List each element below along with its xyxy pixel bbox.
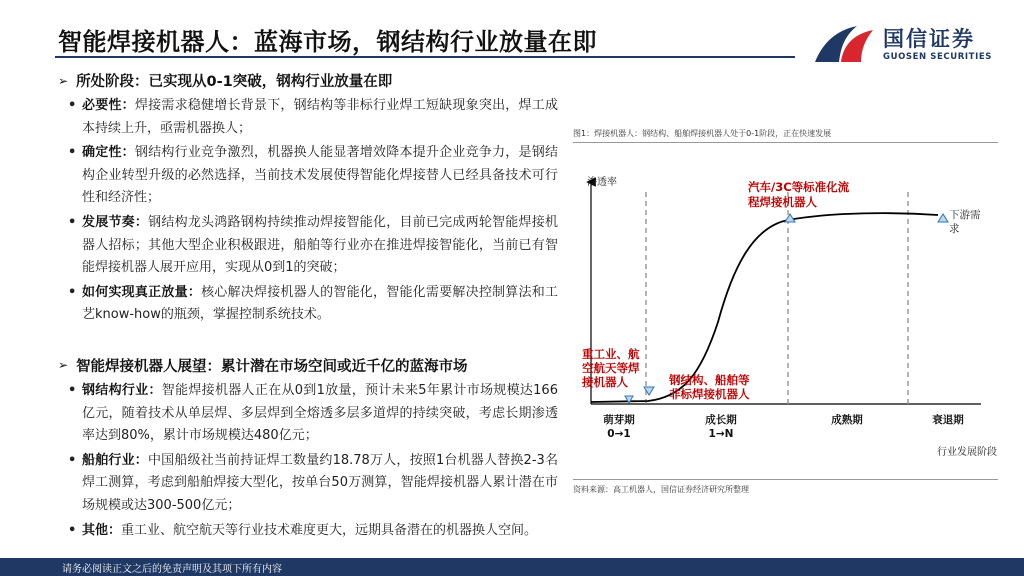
section-heading-text: 所处阶段：已实现从0-1突破，钢构行业放量在即 (76, 74, 393, 90)
bullet-label: 钢结构行业： (82, 382, 162, 398)
bullet-dot-icon: • (68, 214, 77, 230)
arrow-bullet-icon: ➢ (58, 73, 69, 88)
stage-sub-embryonic: 0→1 (607, 428, 631, 440)
section-heading-text: 智能焊接机器人展望：累计潜在市场空间或近千亿的蓝海市场 (76, 358, 468, 375)
x-axis-label: 行业发展阶段 (937, 447, 997, 458)
page-title: 智能焊接机器人：蓝海市场，钢结构行业放量在即 (58, 28, 597, 56)
list-item (58, 142, 558, 210)
stage-marker-downstream (938, 214, 948, 222)
list-item (58, 95, 558, 140)
stage-label-decline: 衰退期 (932, 414, 964, 426)
bullet-dot-icon: • (68, 98, 77, 113)
figure-source: 资料来源：高工机器人，国信证券经济研究所整理 (573, 485, 749, 494)
footer-disclaimer: 请务必阅读正文之后的免责声明及其项下所有内容 (62, 564, 282, 575)
bullet-label: 如何实现真正放量： (82, 284, 202, 300)
logo-chinese-name: 国信证券 (883, 27, 975, 51)
bullet-text: 钢结构龙头鸿路钢构持续推动焊接智能化，目前已完成两轮智能焊接机器人招标；其他大型企业积极跟进，船舶等行业亦在推进焊接智能化，当前已有智能焊接机器人展开应用，实现从0到1的突破； (82, 214, 558, 276)
stage-label-growth: 成长期 (705, 414, 737, 426)
list-item (58, 450, 558, 518)
stage-label-mature: 成熟期 (831, 414, 863, 426)
logo-english-name: GUOSEN SECURITIES (883, 52, 992, 62)
bullet-text: 焊接需求稳健增长背景下，钢结构等非标行业焊工短缺现象突出，焊工成本持续上升，亟需机器换人； (82, 98, 558, 136)
bullet-dot-icon: • (68, 452, 77, 468)
company-logo (813, 20, 1003, 66)
section-heading-stage (58, 70, 558, 91)
list-item (58, 212, 558, 280)
section-heading-outlook (58, 355, 558, 376)
annotation-heavy-industry: 重工业、航 空航天等焊 接机器人 (582, 347, 640, 389)
bullet-text: 核心解决焊接机器人的智能化，智能化需要解决控制算法和工艺know-how的瓶颈，掌握控制系统技术。 (82, 284, 558, 323)
bullet-label: 发展节奏： (82, 214, 149, 230)
lifecycle-diagram (573, 152, 1003, 472)
bullet-dot-icon: • (68, 522, 77, 538)
bullet-text: 重工业、航空航天等行业技术难度更大，远期具备潜在的机器换人空间。 (121, 522, 538, 538)
title-underline (55, 56, 795, 58)
left-text-column (58, 70, 558, 542)
figure-bottom-rule (573, 479, 998, 480)
arrow-bullet-icon: ➢ (58, 358, 69, 373)
figure-top-rule (573, 142, 998, 143)
bullet-dot-icon: • (68, 284, 77, 300)
stage-sub-growth: 1→N (708, 428, 734, 440)
annotation-auto-3c: 汽车/3C等标准化流 程焊接机器人 (748, 180, 850, 209)
bullet-label: 船舶行业： (82, 452, 148, 468)
bullet-dot-icon: • (68, 145, 77, 161)
stage-label-embryonic: 萌芽期 (603, 414, 635, 426)
list-item (58, 380, 558, 448)
annotation-steel-shipbuilding: 钢结构、船舶等 非标焊接机器人 (669, 373, 750, 401)
bullet-text: 智能焊接机器人正在从0到1放量，预计未来5年累计市场规模达166亿元，随着技术从单层焊、多层焊到全熔透多层多道焊的持续突破，考虑长期渗透率达到80%，累计市场规模达480亿元； (82, 382, 558, 444)
list-item (58, 282, 558, 327)
bullet-label: 确定性： (82, 145, 135, 161)
bullet-label: 其他： (82, 522, 122, 538)
figure-caption: 图1：焊接机器人：钢结构、船舶焊接机器人处于0-1阶段，正在快速发展 (573, 129, 832, 138)
annotation-downstream-demand: 下游需 求 (949, 209, 981, 235)
bullet-dot-icon: • (68, 382, 77, 398)
bullet-label: 必要性： (82, 98, 135, 113)
y-axis-label: 渗透率 (587, 177, 617, 188)
guosen-logo-icon (813, 20, 875, 66)
footer-bar (0, 558, 1024, 576)
bullet-text: 中国船级社当前持证焊工数量约18.78万人，按照1台机器人替换2-3名焊工测算，考虑到船舶焊接大型化，按单台50万测算，智能焊接机器人累计潜在市场规模或达300-500亿元； (82, 452, 558, 513)
stage-marker-auto (785, 214, 795, 222)
bullet-text: 钢结构行业竞争激烈，机器换人能显著增效降本提升企业竞争力，是钢结构企业转型升级的必然选择，当前技术发展使得智能化焊接替人已经具备技术可行性和经济性； (82, 145, 558, 206)
list-item (58, 520, 558, 543)
